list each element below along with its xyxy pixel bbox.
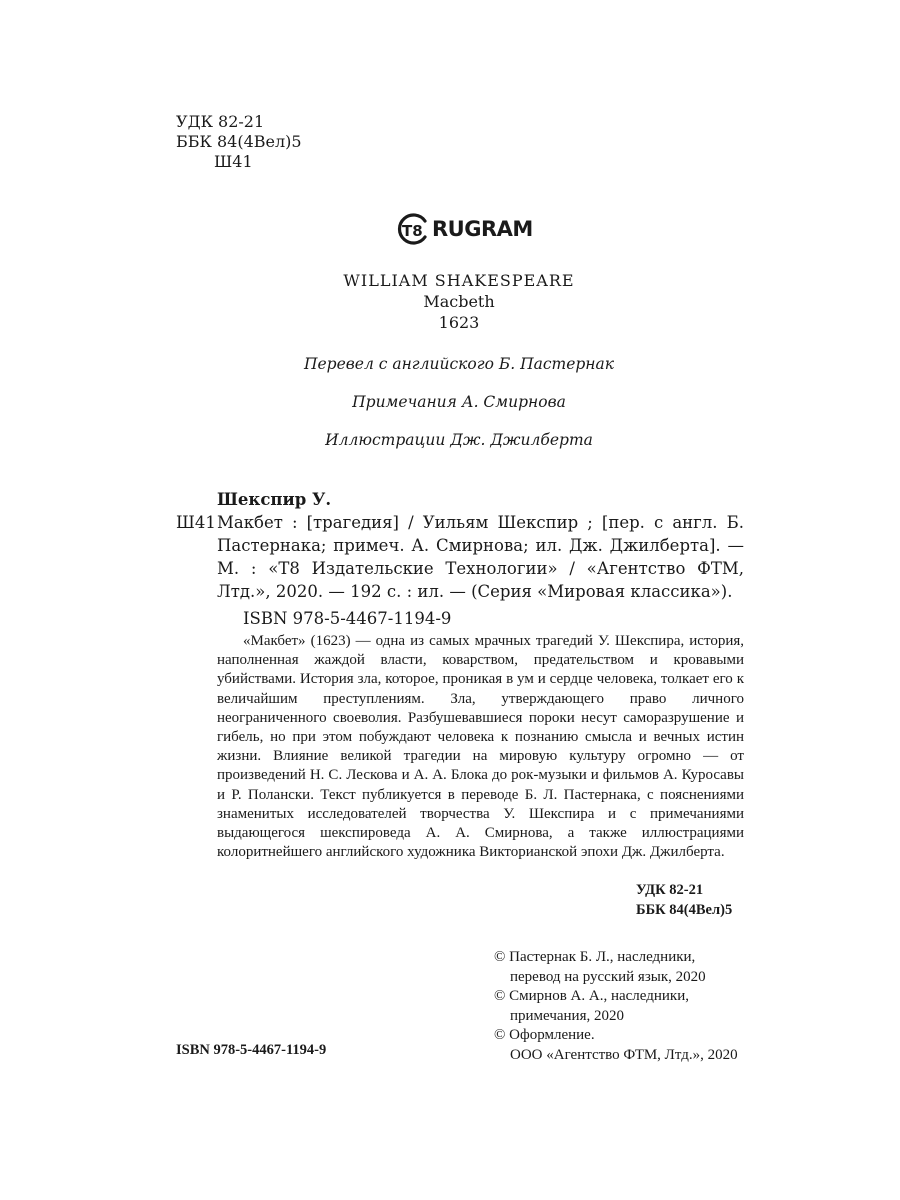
annotation-paragraph: «Макбет» (1623) — одна из самых мрачных трагедий У. Шекспира, история, наполненная жаждой власти, коварством, предательством и кровавыми убийствами. История зла, которое, проникая в ум и сердце человека, толкает его к величайшим преступлениям. Зла, утверждающего право личного неограниченного своеволия. Разбушевавшиеся пороки несут саморазрушение и гибель, но при этом побуждают человека к познанию смысла и вечных истин жизни. Влияние великой трагедии на мировую культуру огромно — от произведений Н. С. Лескова и А. А. Блока до рок-музыки и фильмов А. Куросавы и Р. Полански. Текст публикуется в переводе Б. Л. Пастернака, с пояснениями знаменитых исследователей творчества У. Шекспира и с примечаниями выдающегося шекспироведа А. А. Смирнова, а также иллюстрациями колоритнейшего английского художника Викторианской эпохи Дж. Джилберта.	[217, 633, 744, 861]
credits-block	[0, 355, 900, 469]
illustrations-credit: Иллюстрации Дж. Джилберта	[325, 431, 593, 449]
bottom-bbk: ББК 84(4Вел)5	[636, 902, 733, 918]
copyright-line: перевод на русский язык, 2020	[510, 968, 706, 985]
copyright-line: © Пастернак Б. Л., наследники,	[494, 949, 696, 965]
original-year: 1623	[438, 313, 480, 332]
copyright-line: © Оформление.	[494, 1027, 595, 1043]
original-author: WILLIAM SHAKESPEARE	[343, 271, 575, 290]
author-mark: Ш41	[214, 152, 253, 171]
copyright-line: примечания, 2020	[510, 1007, 624, 1024]
isbn-footer: ISBN 978-5-4467-1194-9	[176, 1042, 327, 1058]
notes-credit: Примечания А. Смирнова	[352, 393, 566, 411]
copyright-line: © Смирнов А. А., наследники,	[494, 988, 689, 1004]
translator-credit: Перевел с английского Б. Пастернак	[303, 355, 615, 373]
entry-isbn: ISBN 978-5-4467-1194-9	[243, 609, 452, 628]
bibliographic-record	[176, 488, 744, 630]
udk-code: УДК 82-21	[176, 112, 265, 131]
logo-wordmark: RUGRAM	[432, 217, 533, 241]
publisher-logo-icon	[396, 212, 430, 246]
bibliographic-entry	[176, 511, 744, 603]
entry-description: Макбет : [трагедия] / Уильям Шекспир ; [пер. с англ. Б. Пастернака; примеч. А. Смирнова; ил. Дж. Джилберта]. — М. : «Т8 Издательские Технологии» / «Агентство ФТМ, Лтд.», 2020. — 192 с. : ил. — (Серия «Мировая классика»).	[217, 513, 744, 601]
author-heading: Шекспир У.	[217, 490, 332, 509]
publisher-logo	[396, 212, 533, 246]
original-edition-info	[0, 270, 900, 333]
entry-code: Ш41	[176, 513, 216, 532]
bottom-udk: УДК 82-21	[636, 882, 704, 898]
original-title: Macbeth	[423, 292, 495, 311]
logo-mark-text: T8	[402, 222, 423, 240]
copyright-line: ООО «Агентство ФТМ, Лтд.», 2020	[510, 1046, 738, 1063]
classification-block	[176, 112, 302, 172]
bottom-codes	[636, 880, 732, 920]
copyright-block	[494, 948, 738, 1065]
bbk-code: ББК 84(4Вел)5	[176, 132, 302, 151]
